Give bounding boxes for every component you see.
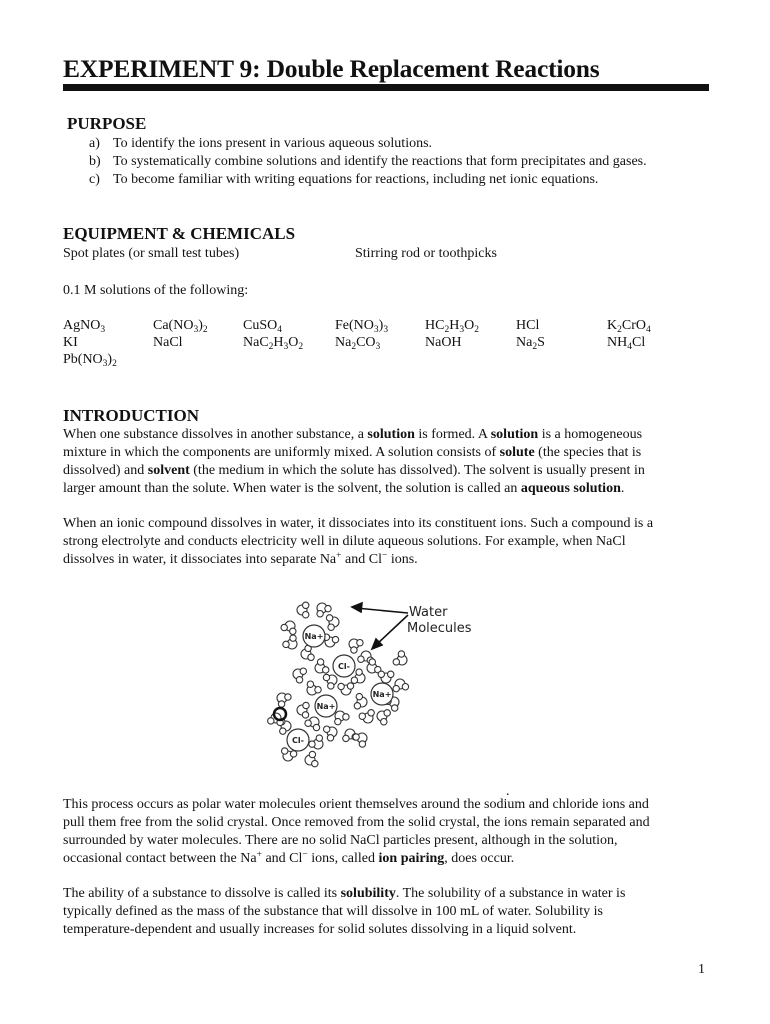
water-molecule-hydrogen	[384, 710, 390, 716]
chemical-formula: NaCl	[153, 335, 183, 350]
water-molecule-hydrogen	[392, 705, 398, 711]
solutions-line: 0.1 M solutions of the following:	[63, 283, 249, 298]
water-molecule-hydrogen	[326, 615, 332, 621]
water-molecules-illustration	[262, 598, 482, 778]
water-molecule-hydrogen	[316, 735, 322, 741]
water-molecule-hydrogen	[381, 719, 387, 725]
water-molecule-hydrogen	[290, 635, 296, 641]
water-molecule-hydrogen	[296, 677, 302, 683]
purpose-heading: PURPOSE	[67, 114, 147, 133]
introduction-heading: INTRODUCTION	[63, 406, 200, 425]
cl-ion-label: Cl-	[292, 736, 304, 745]
paragraph: When one substance dissolves in another substance, a solution is formed. A solution is a homogeneous mixture in which the components are uniformly mixed. A solution consists of solute (the species that is dissolved) and solvent (the medium in which the solute has dissolved). The solvent is usually present in larger amount than the solute. When water is the solvent, the solution is called an aqueous solution.	[63, 427, 645, 496]
chemical-formula: $Na_2CO_3$	[335, 335, 381, 352]
chemical-formula: CuSO$_4$	[243, 318, 282, 335]
water-molecule-hydrogen	[393, 685, 399, 691]
paragraph: This process occurs as polar water molecules orient themselves around the sodium and chloride ions and pull them free from the solid crystal. Once removed from the solid crystal, the ions remain separated and surrounded by water molecules. There are no solid NaCl particles present, although in the solution, occasional contact between the Na+ and Cl− ions, called ion pairing, does occur.	[63, 797, 650, 866]
water-molecule-hydrogen	[356, 693, 362, 699]
water-molecule-hydrogen	[300, 668, 306, 674]
water-molecule-hydrogen	[317, 611, 323, 617]
water-molecule-hydrogen	[282, 748, 288, 754]
equipment-heading: EQUIPMENT & CHEMICALS	[63, 224, 296, 243]
water-molecule-hydrogen	[305, 720, 311, 726]
chemical-formula: $NH_4Cl$	[607, 335, 646, 352]
water-molecule-hydrogen	[308, 654, 314, 660]
water-molecule-hydrogen	[285, 694, 291, 700]
chemical-formula: $NaC_2H_3O_2$	[243, 335, 304, 352]
water-molecule-hydrogen	[353, 734, 359, 740]
water-molecule-hydrogen	[328, 624, 334, 630]
chemical-formula: $Na_2S$	[516, 335, 545, 352]
page-number: 1	[698, 962, 705, 977]
na-ion-label: Na+	[316, 702, 336, 711]
water-molecule-hydrogen	[327, 735, 333, 741]
water-molecule-hydrogen	[312, 760, 318, 766]
list-label: c)	[89, 172, 100, 187]
water-molecule-hydrogen	[378, 671, 384, 677]
water-molecule-hydrogen	[359, 713, 365, 719]
water-molecule-hydrogen	[328, 683, 334, 689]
paragraph: When an ionic compound dissolves in water, it dissociates into its constituent ions. Such a compound is a strong electrolyte and conducts electricity well in dilute aqueous solutions. For example, when NaCl dissolves in water, it dissociates into separate Na+ and Cl− ions.	[63, 516, 654, 567]
equipment-item: Stirring rod or toothpicks	[355, 246, 497, 261]
chemical-formula: $Fe(NO_3)_3$	[335, 318, 389, 335]
figure-label-molecules: Molecules	[407, 621, 472, 636]
purpose-list	[89, 135, 647, 189]
water-molecule-hydrogen	[358, 656, 364, 662]
chemical-formula: HCl	[516, 318, 540, 333]
water-molecule-hydrogen	[357, 640, 363, 646]
chemical-formula: $K_2CrO_4$	[607, 318, 651, 335]
chemical-formula: $HC_2H_3O_2$	[425, 318, 479, 335]
water-molecule-hydrogen	[303, 602, 309, 608]
water-molecule-hydrogen	[351, 677, 357, 683]
figure-label-water: Water	[409, 605, 448, 620]
water-molecule-hydrogen	[323, 667, 329, 673]
chemical-formula: NaOH	[425, 335, 462, 350]
water-molecule-hydrogen	[323, 674, 329, 680]
water-molecule-hydrogen	[307, 681, 313, 687]
chemical-formula: $Pb(NO_3)_2$	[63, 352, 117, 369]
water-molecule-hydrogen	[268, 718, 274, 724]
water-molecule-hydrogen	[324, 726, 330, 732]
list-item	[89, 135, 647, 153]
list-label: b)	[89, 154, 101, 169]
water-molecule-hydrogen	[303, 612, 309, 618]
water-molecule-hydrogen	[388, 671, 394, 677]
nacl-dissolution-figure	[262, 598, 482, 778]
chemical-formula: KI	[63, 335, 78, 350]
title-rule	[63, 84, 709, 91]
page-title: EXPERIMENT 9: Double Replacement Reactions	[63, 54, 600, 83]
list-item	[89, 153, 647, 171]
water-molecule-hydrogen	[281, 624, 287, 630]
water-molecule-hydrogen	[398, 651, 404, 657]
water-molecule-hydrogen	[335, 718, 341, 724]
water-molecule-hydrogen	[290, 751, 296, 757]
water-molecule-hydrogen	[283, 641, 289, 647]
list-item	[89, 171, 647, 189]
water-molecule-hydrogen	[290, 628, 296, 634]
list-text: To become familiar with writing equations for reactions, including net ionic equations.	[113, 172, 599, 187]
water-molecule-hydrogen	[347, 683, 353, 689]
water-molecule-hydrogen	[393, 659, 399, 665]
cl-ion-label: Cl-	[338, 662, 350, 671]
na-ion-label: Na+	[304, 632, 324, 641]
water-molecule-hydrogen	[354, 703, 360, 709]
list-text: To identify the ions present in various aqueous solutions.	[113, 136, 433, 151]
water-molecule-hydrogen	[278, 701, 284, 707]
water-molecule-hydrogen	[343, 714, 349, 720]
water-molecule-hydrogen	[315, 687, 321, 693]
water-molecule-hydrogen	[368, 710, 374, 716]
list-text: To systematically combine solutions and identify the reactions that form precipitates and gases.	[113, 154, 647, 169]
water-molecule-hydrogen	[351, 647, 357, 653]
water-molecule-hydrogen	[313, 724, 319, 730]
water-molecule-hydrogen	[302, 712, 308, 718]
water-molecule-hydrogen	[343, 735, 349, 741]
water-molecule-hydrogen	[280, 728, 286, 734]
water-molecule-hydrogen	[332, 636, 338, 642]
chemical-formula: $Ca(NO_3)_2$	[153, 318, 208, 335]
paragraph: The ability of a substance to dissolve is called its solubility. The solubility of a substance in water is typically defined as the mass of the substance that will dissolve in 100 mL of water. Solubility is temperature-dependent and usually increases for solid solutes dissolving in a liquid solvent.	[63, 886, 626, 937]
water-molecule-hydrogen	[402, 684, 408, 690]
water-molecule-hydrogen	[338, 683, 344, 689]
list-label: a)	[89, 136, 100, 151]
water-molecule-hydrogen	[317, 659, 323, 665]
water-molecule-hydrogen	[303, 702, 309, 708]
water-molecule-hydrogen	[309, 751, 315, 757]
water-molecule-hydrogen	[359, 741, 365, 747]
na-ion-label: Na+	[372, 690, 392, 699]
water-molecule-hydrogen	[325, 605, 331, 611]
equipment-item: Spot plates (or small test tubes)	[63, 246, 240, 261]
water-molecule-hydrogen	[369, 659, 375, 665]
chemical-formula: AgNO$_3$	[63, 318, 106, 335]
water-molecule-hydrogen	[356, 669, 362, 675]
water-molecule-hydrogen	[309, 741, 315, 747]
stray-dot: .	[506, 784, 510, 799]
